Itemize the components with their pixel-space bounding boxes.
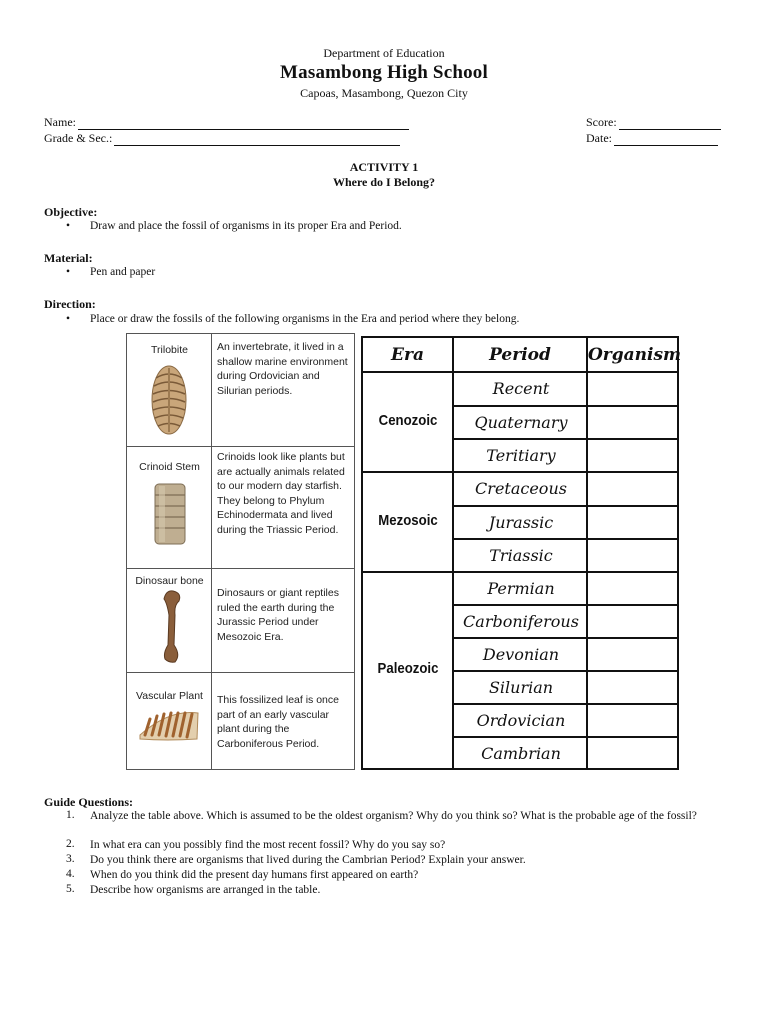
- material-heading: Material:: [44, 251, 93, 265]
- period-cell: Quaternary: [474, 413, 568, 432]
- fossil-name: Crinoid Stem: [139, 461, 200, 473]
- guide-questions-heading: Guide Questions:: [44, 795, 134, 809]
- date-blank[interactable]: [614, 133, 718, 146]
- material-text: Pen and paper: [90, 266, 156, 278]
- department-name: Department of Education: [323, 46, 445, 60]
- fossil-row-trilobite: [127, 334, 354, 446]
- question-number: 5.: [66, 883, 75, 895]
- question-number: 2.: [66, 838, 75, 850]
- bullet-icon: •: [66, 220, 71, 232]
- score-blank[interactable]: [619, 117, 721, 130]
- period-cell: Silurian: [488, 678, 554, 697]
- period-cell: Teritiary: [486, 446, 556, 465]
- question-text: Do you think there are organisms that lived during the Cambrian Period? Explain your answer.: [90, 854, 526, 866]
- fossil-image-cell: [127, 673, 212, 769]
- fossil-description: This fossilized leaf is once part of an early vascular plant during the Carboniferous Period.: [217, 694, 339, 750]
- grade-blank[interactable]: [114, 133, 400, 146]
- date-field: [586, 131, 718, 146]
- school-name: Masambong High School: [280, 62, 488, 83]
- era-column-header: Era: [391, 345, 424, 365]
- question-text: Analyze the table above. Which is assumed to be the oldest organism? Why do you think so? What is the probable age of the fossil?: [90, 810, 697, 822]
- crinoid-stem-fossil-icon: [150, 481, 190, 547]
- period-cell: Permian: [487, 579, 555, 598]
- bullet-icon: •: [66, 313, 71, 325]
- question-number: 4.: [66, 868, 75, 880]
- question-number: 3.: [66, 853, 75, 865]
- fossil-image-cell: [127, 334, 212, 446]
- score-field: [586, 115, 721, 130]
- period-cell: Carboniferous: [463, 612, 579, 631]
- dinosaur-bone-fossil-icon: [155, 589, 189, 665]
- activity-subtitle: Where do I Belong?: [332, 175, 436, 189]
- school-address: Capoas, Masambong, Quezon City: [300, 86, 468, 100]
- objective-text: Draw and place the fossil of organisms in its proper Era and Period.: [90, 220, 402, 232]
- fossil-row-vascular-plant: [127, 672, 354, 769]
- period-column-header: Period: [489, 345, 551, 365]
- era-period-table: [361, 336, 682, 770]
- period-cell: Ordovician: [476, 711, 566, 730]
- fossil-name: Dinosaur bone: [135, 575, 204, 587]
- period-cell: Cambrian: [481, 744, 561, 763]
- vascular-plant-fossil-icon: [137, 705, 201, 745]
- fossil-name: Vascular Plant: [136, 690, 203, 702]
- question-text: In what era can you possibly find the most recent fossil? Why do you say so?: [90, 839, 446, 851]
- era-paleozoic: Paleozoic: [377, 660, 439, 677]
- fossil-image-cell: [127, 569, 212, 672]
- activity-title: ACTIVITY 1: [349, 160, 419, 174]
- fossil-description: Dinosaurs or giant reptiles ruled the earth during the Jurassic Period under Mesozoic Era.: [217, 587, 339, 643]
- fossil-image-cell: [127, 447, 212, 568]
- direction-text: Place or draw the fossils of the following organisms in the Era and period where they belong.: [90, 313, 520, 325]
- fossil-description: Crinoids look like plants but are actually animals related to our modern day starfish. They belong to Phylum Echinodermata and lived during the Triassic Period.: [217, 451, 345, 536]
- organism-column-header: Organism: [588, 345, 682, 365]
- fossil-description: An invertebrate, it lived in a shallow marine environment during Ordovician and Silurian periods.: [217, 341, 348, 397]
- era-cenozoic: Cenozoic: [378, 412, 438, 429]
- date-label: Date:: [586, 131, 612, 145]
- name-field: [44, 115, 409, 130]
- period-cell: Recent: [492, 379, 550, 398]
- score-label: Score:: [586, 115, 617, 129]
- fossil-row-crinoid: [127, 446, 354, 568]
- era-mesozoic: Mezosoic: [378, 512, 438, 529]
- direction-heading: Direction:: [44, 297, 96, 311]
- objective-heading: Objective:: [44, 205, 98, 219]
- grade-label: Grade & Sec.:: [44, 131, 113, 145]
- period-cell: Cretaceous: [475, 479, 567, 498]
- period-cell: Devonian: [482, 645, 560, 664]
- name-label: Name:: [44, 115, 76, 129]
- question-text: When do you think did the present day humans first appeared on earth?: [90, 869, 419, 881]
- fossil-table: [126, 333, 355, 770]
- trilobite-fossil-icon: [144, 360, 194, 438]
- period-cell: Triassic: [489, 546, 553, 565]
- fossil-name: Trilobite: [151, 344, 188, 356]
- grade-field: [44, 131, 400, 146]
- period-cell: Jurassic: [488, 513, 554, 532]
- question-number: 1.: [66, 809, 75, 821]
- fossil-row-dinosaur: [127, 568, 354, 672]
- bullet-icon: •: [66, 266, 71, 278]
- question-text: Describe how organisms are arranged in the table.: [90, 884, 321, 896]
- name-blank[interactable]: [78, 117, 409, 130]
